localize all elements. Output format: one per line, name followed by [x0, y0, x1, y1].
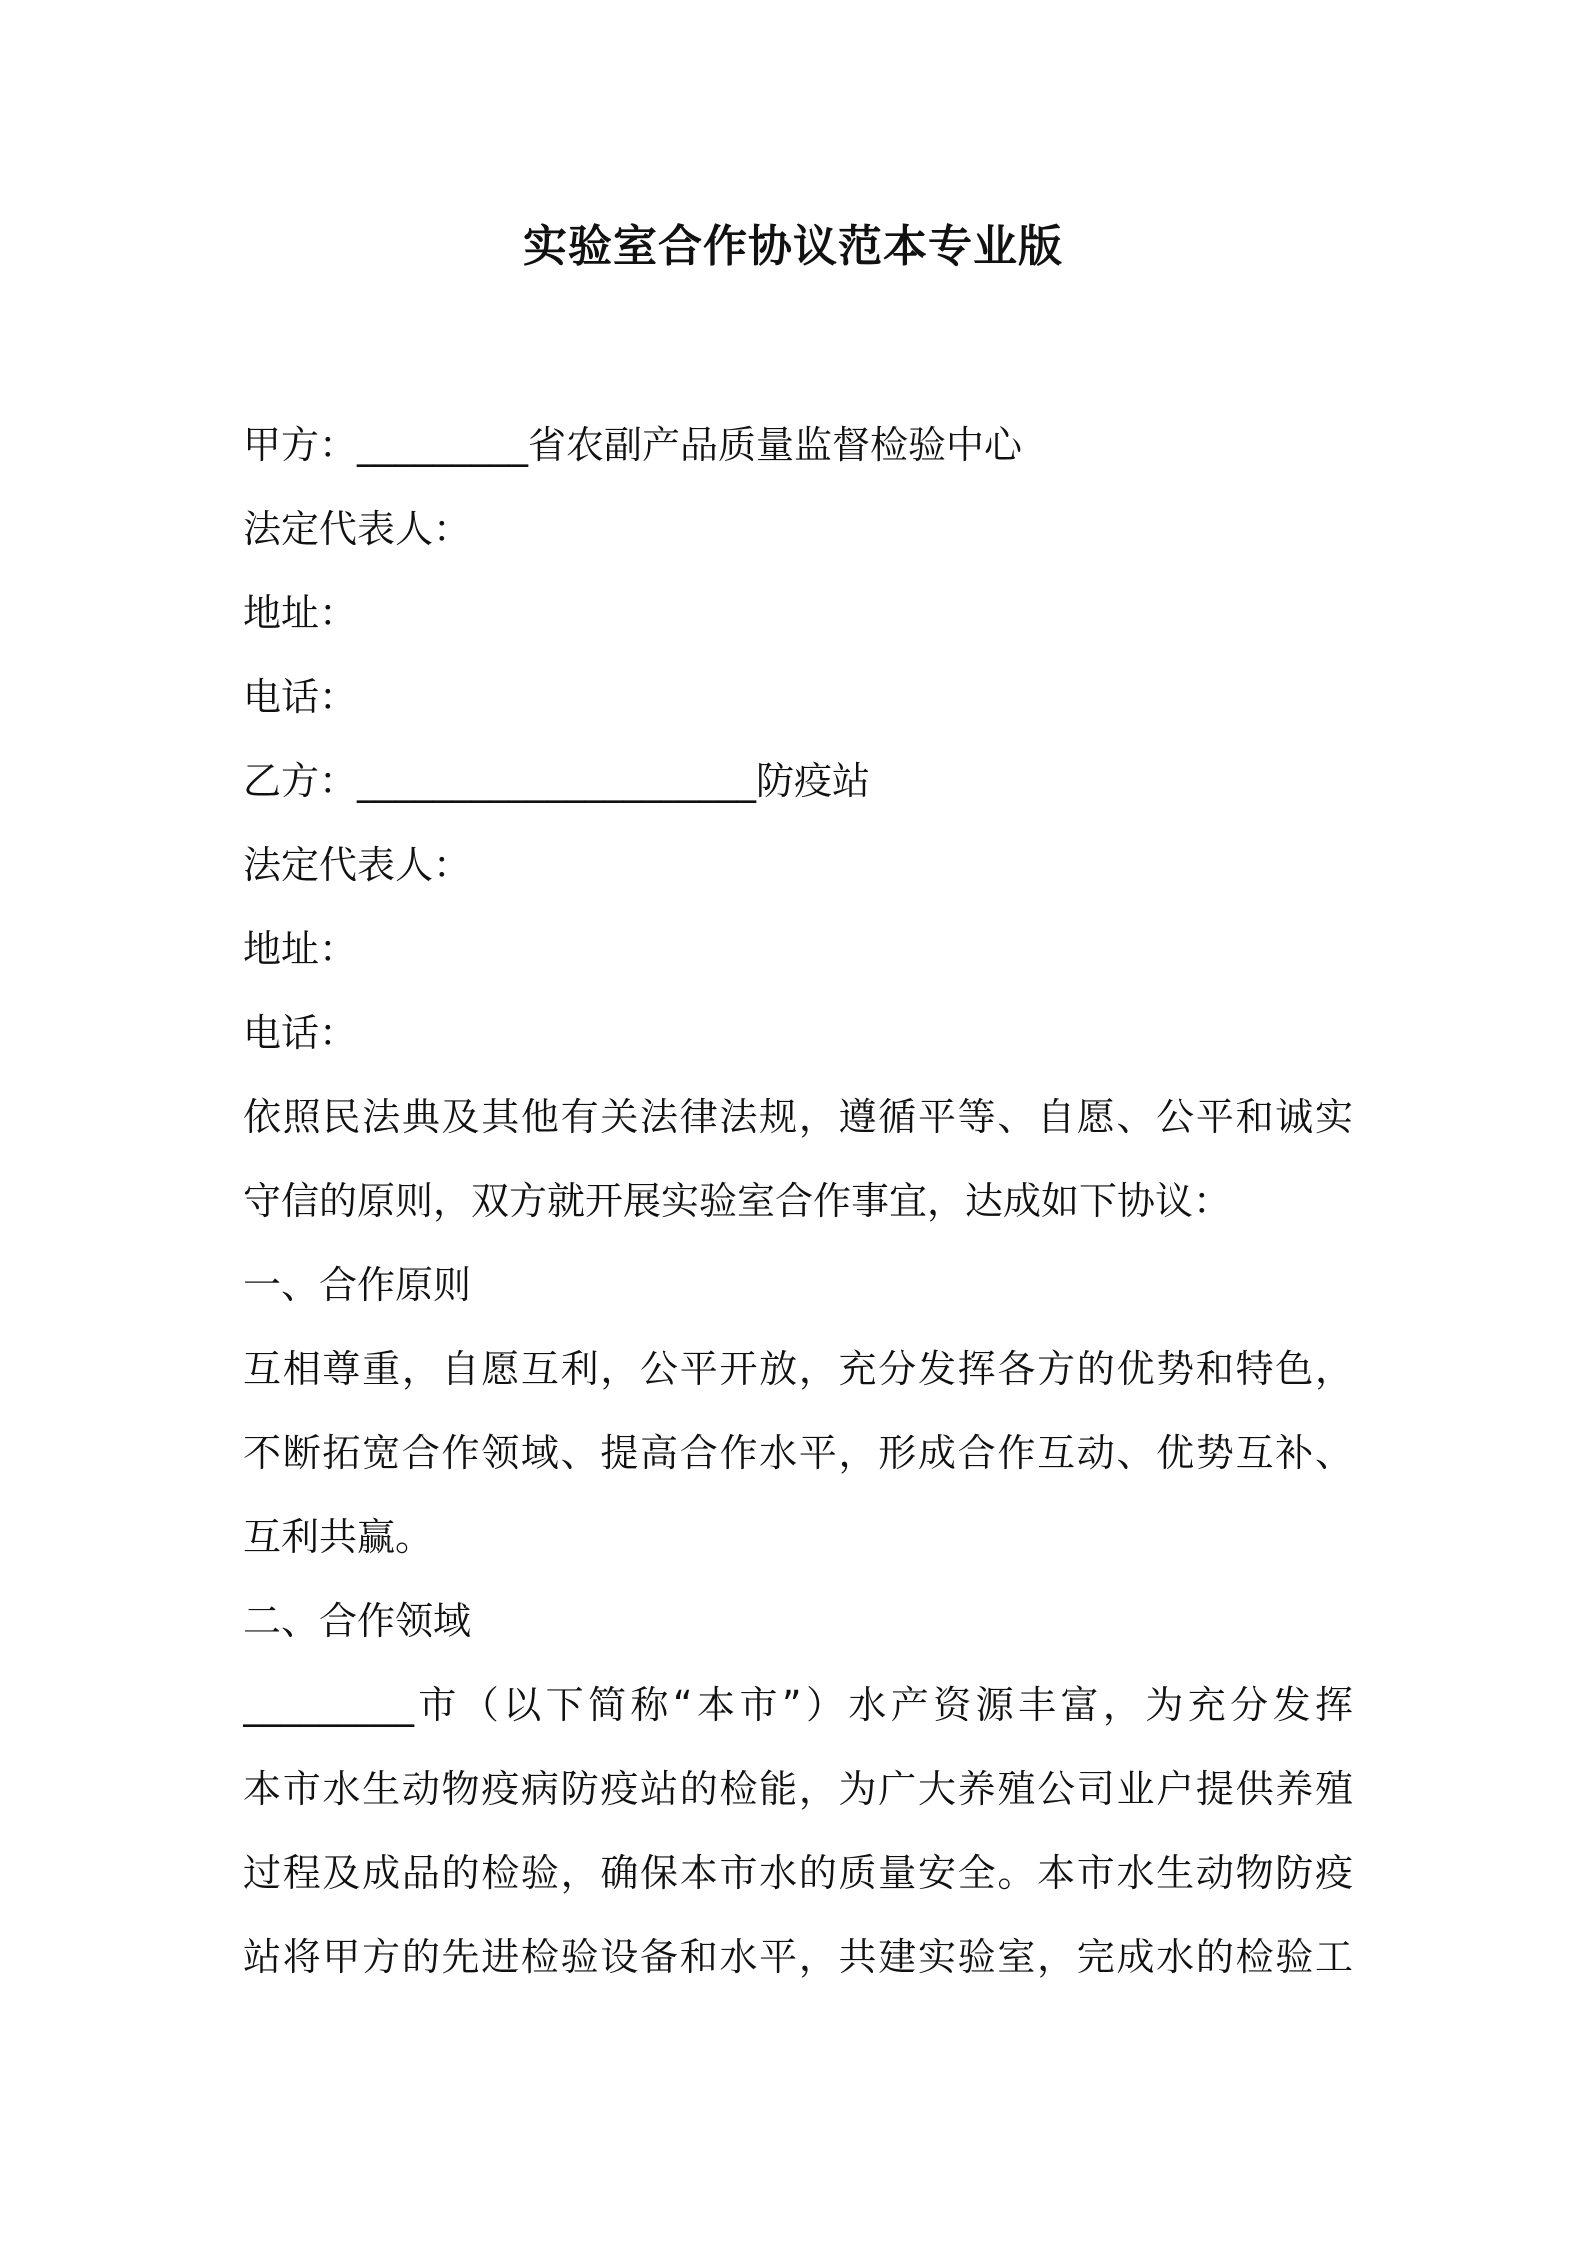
- party-b-phone: 电话：: [243, 1011, 358, 1055]
- paragraph-line: _________市（以下简称“本市”）水产资源丰富，为充分发挥: [243, 1683, 1353, 1727]
- paragraph-line: 互相尊重，自愿互利，公平开放，充分发挥各方的优势和特色，: [243, 1347, 1353, 1391]
- paragraph-line: 不断拓宽合作领域、提高合作水平，形成合作互动、优势互补、: [243, 1431, 1353, 1475]
- preamble-line: 守信的原则，双方就开展实验室合作事宜，达成如下协议：: [243, 1179, 1232, 1223]
- party-b-legal-representative: 法定代表人：: [243, 843, 472, 887]
- paragraph-line: 站将甲方的先进检验设备和水平，共建实验室，完成水的检验工: [243, 1935, 1353, 1979]
- party-a-legal-representative: 法定代表人：: [243, 507, 472, 551]
- party-b-line: 乙方：_____________________防疫站: [243, 759, 871, 803]
- paragraph-line: 互利共赢。: [243, 1515, 434, 1559]
- paragraph-line: 过程及成品的检验，确保本市水的质量安全。本市水生动物防疫: [243, 1851, 1353, 1895]
- document-body: [243, 403, 1353, 1999]
- party-a-line: 甲方：_________省农副产品质量监督检验中心: [243, 423, 1023, 467]
- party-b-address: 地址：: [243, 927, 358, 971]
- party-a-address: 地址：: [243, 591, 358, 635]
- party-a-phone: 电话：: [243, 675, 358, 719]
- section-heading: 一、合作原则: [243, 1263, 472, 1307]
- paragraph-line: 本市水生动物疫病防疫站的检能，为广大养殖公司业户提供养殖: [243, 1767, 1353, 1811]
- document-title: 实验室合作协议范本专业版: [523, 221, 1063, 272]
- preamble-line: 依照民法典及其他有关法律法规，遵循平等、自愿、公平和诚实: [243, 1095, 1353, 1139]
- section-heading: 二、合作领域: [243, 1599, 472, 1643]
